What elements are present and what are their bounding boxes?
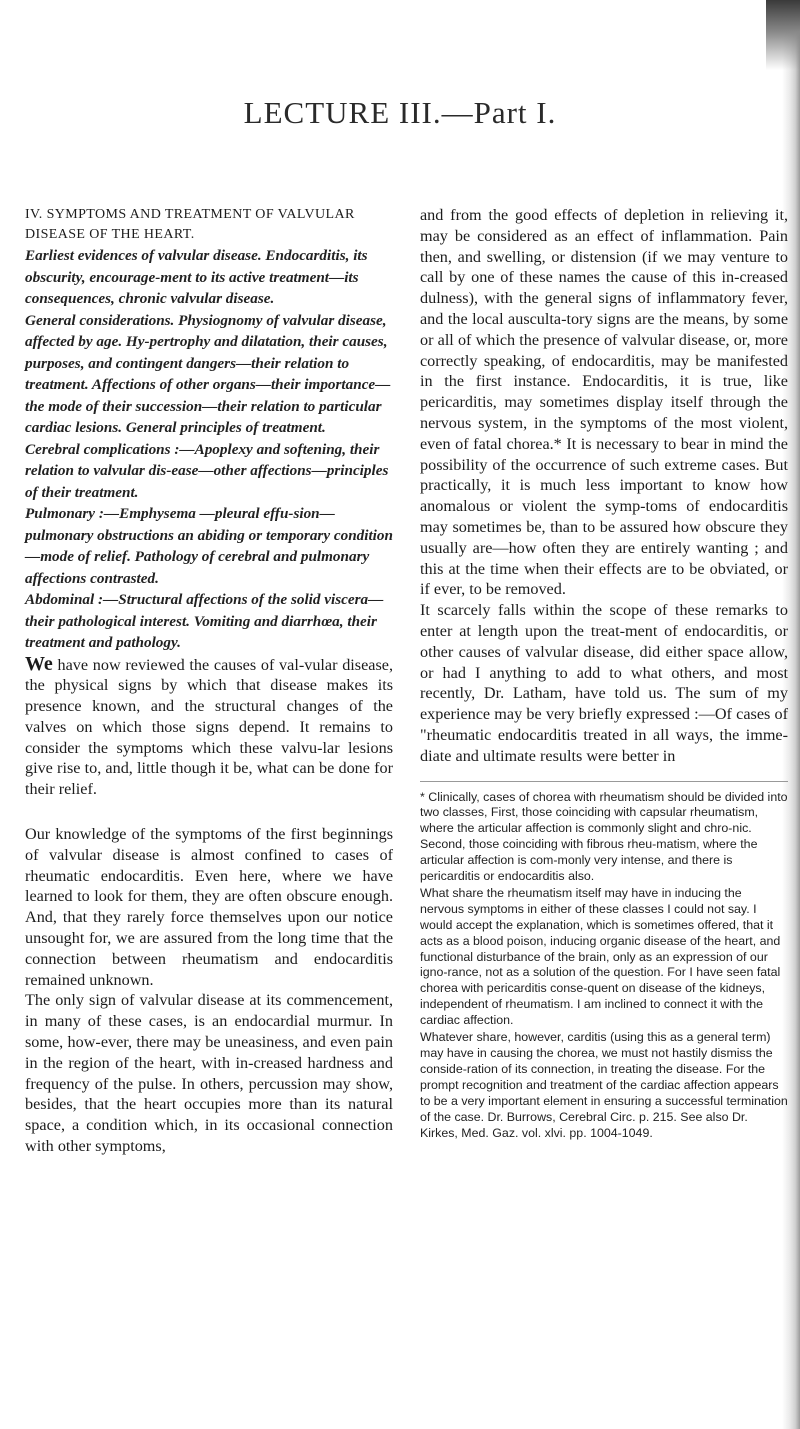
summary-paragraph: Abdominal :—Structural affections of the solid viscera— their pathological interest. Vomiting and diarrhœa, their treatment and pathology. (25, 591, 384, 651)
paragraph-text: have now reviewed the causes of val-vular disease, the physical signs by which that disease makes its presence known, and the structural changes of the valves on which those signs depend. It remains to consider the symptoms which these valvu-lar lesions give rise to, and, little though it be, what can be done for their relief. (25, 655, 393, 799)
section-heading: IV. SYMPTOMS AND TREATMENT OF VALVULAR DISEASE OF THE HEART. (25, 207, 355, 242)
left-column (25, 205, 393, 1157)
page-corner-shadow (766, 0, 800, 70)
summary-paragraph: Earliest evidences of valvular disease. Endocarditis, its obscurity, encourage-ment to its active treatment—its consequences, chronic valvular disease. (25, 247, 368, 307)
footnote-divider (420, 781, 788, 782)
body-paragraph: The only sign of valvular disease at its commencement, in many of these cases, is an endocardial murmur. In some, how-ever, there may be uneasiness, and even pain in the region of the heart, with in-creased hardness and frequency of the pulse. In others, percussion may show, besides, that the heart occupies more than its natural space, a condition which, in its occasional connection with other symptoms, (25, 991, 393, 1156)
footnote: * Clinically, cases of chorea with rheumatism should be divided into two classes, First, those coinciding with capsular rheumatism, where the articular affection is commonly slight and chro-nic. Second, those coinciding with fibrous rheu-matism, where the articular affection is com-monly very intense, and there is pericarditis or endocarditis also. (420, 789, 788, 884)
summary-paragraph: Pulmonary :—Emphysema —pleural effu-sion—pulmonary obstructions an abiding or temporary condition—mode of relief. Pathology of cerebral and pulmonary affections contrasted. (25, 505, 393, 587)
summary-paragraph: Cerebral complications :—Apoplexy and softening, their relation to valvular dis-ease—other affections—principles of their treatment. (25, 440, 389, 501)
lecture-summary (25, 245, 393, 654)
body-paragraph: It scarcely falls within the scope of these remarks to enter at length upon the treat-ment of endocarditis, or other causes of valvular disease, did either space allow, or had I anything to add to what others, and most recently, Dr. Latham, have told us. The sum of my experience may be very briefly expressed :—Of cases of "rheumatic endocarditis treated in all ways, the imme-diate and ultimate results were better in (420, 601, 788, 765)
summary-paragraph: General considerations. Physiognomy of valvular disease, affected by age. Hy-pertrophy and dilatation, their causes, purposes, and contingent dangers—their relation to treatment. Affections of other organs—their importance—the mode of their succession—their relation to particular cardiac lesions. General principles of treatment. (25, 311, 391, 436)
paragraph-lead-word: We (25, 652, 53, 675)
footnote: Whatever share, however, carditis (using this as a general term) may have in causing the chorea, we must not hastily dismiss the conside-ration of its connection, in treating the disease. For the prompt recognition and treatment of the cardiac affection appears to be a very important element in ensuring a successful termination of the case. Dr. Burrows, Cerebral Circ. p. 215. See also Dr. Kirkes, Med. Gaz. vol. xlvi. pp. 1004-1049. (420, 1030, 788, 1140)
footnote: What share the rheumatism itself may have in inducing the nervous symptoms in either of these classes I could not say. I would accept the explanation, which is sometimes offered, that it acts as a blood poison, inducing organic disease of the heart, and functional disturbance of the brain, only as an expression of our igno-rance, not as a solution of the question. For I have seen fatal chorea with pericarditis conse-quent on disease of the kidneys, independent of rheumatism. I am inclined to connect it with the cardiac affection. (420, 885, 781, 1028)
body-paragraph: Our knowledge of the symptoms of the first beginnings of valvular disease is almost confined to cases of rheumatic endocarditis. Even here, where we have learned to look for them, they are often obscure enough. And, that they rarely force themselves upon our notice unsought for, we are assured from the long time that the connection between rheumatism and endocarditis remained unknown. (25, 825, 393, 989)
body-paragraph: and from the good effects of depletion in relieving it, may be considered as an effect of inflammation. Pain then, and swelling, or distension (if we may venture to call by one of these names the cause of this in-creased dulness), with the general signs of inflammatory fever, and the local ausculta-tory signs are the means, by some or all of which the presence of valvular disease, or, more correctly speaking, of endocarditis, may be manifested in the first instance. Endocarditis, it is true, like pericarditis, may sometimes display itself through the nervous system, in the symptoms of the most violent, even of fatal chorea.* It is necessary to bear in mind the possibility of the occurrence of such extreme cases. But practically, it is much less important to know how anomalous or violent the symp-toms of endocarditis may sometimes be, than to be assured how obscure they usually are—how often they are entirely wanting ; and this at the time when their effects are to be obviated, or if ever, to be removed. (420, 206, 788, 599)
body-paragraph (25, 654, 393, 801)
running-title: LECTURE III.—Part I. (243, 95, 557, 130)
right-column (420, 205, 788, 1141)
